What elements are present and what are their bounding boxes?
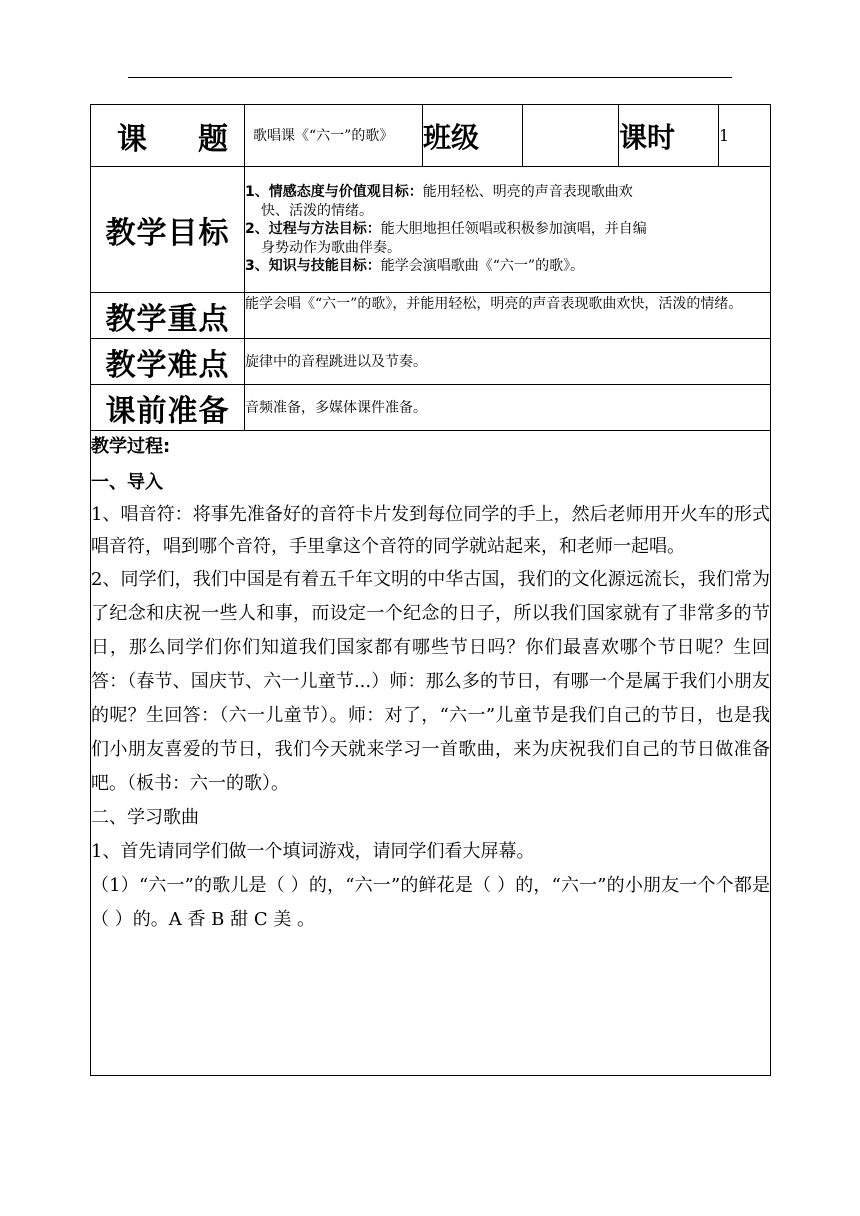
objective-2-title: 2、过程与方法目标：: [245, 221, 381, 238]
class-label: 班级: [423, 105, 523, 167]
course-label-right: 题: [198, 121, 228, 157]
difficulties-text: 旋律中的音程跳进以及节奏。: [245, 339, 771, 385]
section-learn-song-heading: 二、学习歌曲: [91, 807, 199, 828]
objective-3-text: 能学会演唱歌曲《“六一”的歌》。: [380, 258, 585, 275]
objective-2-line-2: 身势动作为歌曲伴奏。: [261, 239, 401, 256]
difficulties-label: 教学难点: [91, 339, 245, 385]
objective-3-title: 3、知识与技能目标：: [245, 258, 381, 275]
paragraph-fill-question: （1）“六一”的歌儿是（ ）的，“六一”的鲜花是（ ）的，“六一”的小朋友一个个都是（ ）的。A 香 B 甜 C 美 。: [91, 875, 770, 930]
objective-1-line-1: [245, 183, 770, 202]
paragraph-festivals: 2、同学们，我们中国是有着五千年文明的中华古国，我们的文化源远流长，我们常为了纪念和庆祝一些人和事，而设定一个纪念的日子，所以我们国家就有了非常多的节日，那么同学们你们知道我们国家都有哪些节日吗？你们最喜欢哪个节日呢？生回答：（春节、国庆节、六一儿童节...）师：那么多的节日，有哪一个是属于我们小朋友的呢？生回答：（六一儿童节）。师：对了，“六一”儿童节是我们自己的节日，也是我们小朋友喜爱的节日，我们今天就来学习一首歌曲，来为庆祝我们自己的节日做准备吧。（板书：六一的歌）。: [91, 569, 770, 794]
objectives-row: [91, 167, 771, 293]
process-row: [91, 431, 771, 1076]
preparation-text: 音频准备，多媒体课件准备。: [245, 385, 771, 431]
process-content: [91, 431, 771, 1076]
objective-1-line-2: 快、活泼的情绪。: [261, 202, 373, 219]
header-rule: [128, 77, 732, 78]
class-value: [523, 105, 619, 167]
objective-3-line-1: [245, 257, 770, 276]
preparation-row: [91, 385, 771, 431]
course-label: [91, 114, 244, 158]
paragraph-sing-notes: 1、唱音符：将事先准备好的音符卡片发到每位同学的手上，然后老师用开火车的形式唱音符，唱到哪个音符，手里拿这个音符的同学就站起来，和老师一起唱。: [91, 504, 770, 557]
course-label-cell: [91, 105, 245, 167]
period-value: 1: [719, 105, 771, 167]
period-label: 课时: [619, 105, 719, 167]
preparation-label: 课前准备: [91, 385, 245, 431]
key-points-row: [91, 293, 771, 339]
paragraph-fill-game: 1、首先请同学们做一个填词游戏，请同学们看大屏幕。: [91, 841, 535, 862]
key-points-label: 教学重点: [91, 293, 245, 339]
section-intro-heading: 一、导入: [91, 472, 163, 493]
course-value: 歌唱课《“六一”的歌》: [245, 105, 423, 167]
difficulties-row: [91, 339, 771, 385]
objectives-label: 教学目标: [91, 167, 245, 293]
objectives-content: [245, 167, 771, 293]
objective-2-line-1: [245, 220, 770, 239]
header-row: [91, 105, 771, 167]
course-label-left: 课: [117, 121, 147, 157]
objective-2-text: 能大胆地担任领唱或积极参加演唱，并自编: [380, 221, 647, 238]
key-points-text: 能学会唱《“六一”的歌》，并能用轻松，明亮的声音表现歌曲欢快，活泼的情绪。: [245, 293, 771, 339]
objective-1-text: 能用轻松、明亮的声音表现歌曲欢: [422, 184, 633, 201]
process-heading: 教学过程:: [91, 436, 171, 457]
objective-1-title: 1、情感态度与价值观目标：: [245, 184, 423, 201]
lesson-plan-table: [90, 104, 771, 1076]
